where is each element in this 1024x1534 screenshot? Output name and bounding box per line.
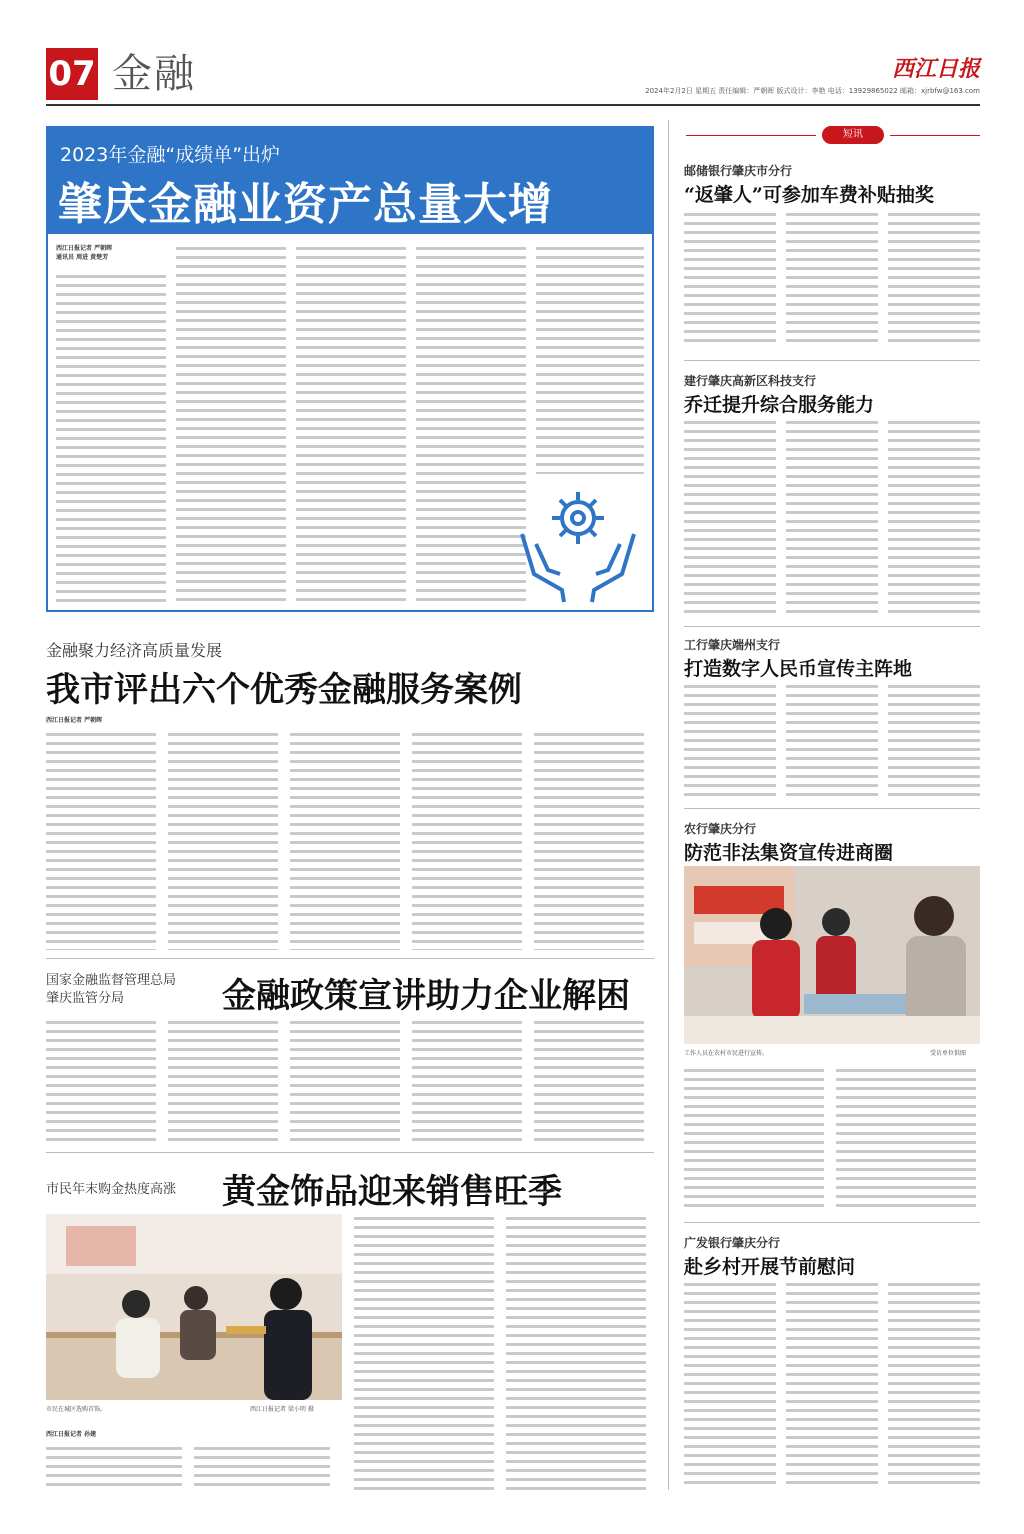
story4-photo-credit: 西江日报记者 梁小明 摄 bbox=[250, 1406, 314, 1413]
brief5-title: 赴乡村开展节前慰问 bbox=[684, 1256, 856, 1278]
lead-byline: 西江日报记者 严朝晖 通讯员 周进 黄楚芳 bbox=[56, 245, 113, 261]
issue-meta: 2024年2月2日 星期五 责任编辑：严朝晖 版式设计：李艳 电话：13929865022 邮箱：xjrbfw@163.com bbox=[645, 87, 980, 95]
section-title: 金融 bbox=[112, 51, 196, 97]
story4-body-left bbox=[46, 1444, 342, 1490]
lead-body-col5 bbox=[536, 244, 644, 474]
story2-byline: 西江日报记者 严朝晖 bbox=[46, 717, 103, 724]
gear-hands-icon bbox=[512, 478, 644, 606]
story3-body bbox=[46, 1018, 654, 1146]
brief1-title: “返肇人”可参加车费补贴抽奖 bbox=[684, 184, 934, 206]
story2-title: 我市评出六个优秀金融服务案例 bbox=[46, 670, 522, 710]
brief1-bank: 邮储银行肇庆市分行 bbox=[684, 164, 793, 178]
story4-body-right bbox=[354, 1214, 654, 1490]
story4-photo-caption: 市民在城区选购首饰。 bbox=[46, 1406, 107, 1413]
brief2-bank: 建行肇庆高新区科技支行 bbox=[684, 374, 817, 388]
lead-body-col4 bbox=[416, 244, 526, 602]
brief4-title: 防范非法集资宣传进商圈 bbox=[684, 842, 894, 864]
lead-title: 肇庆金融业资产总量大增 bbox=[58, 179, 553, 230]
gold-shop-photo bbox=[46, 1214, 342, 1400]
story4-kicker: 市民年末购金热度高涨 bbox=[46, 1182, 177, 1197]
brief3-bank: 工行肇庆端州支行 bbox=[684, 638, 781, 652]
brief1-body bbox=[684, 210, 980, 348]
page-number: 07 bbox=[46, 48, 98, 100]
brief2-body bbox=[684, 418, 980, 618]
brief5-body bbox=[684, 1280, 980, 1490]
masthead-rule bbox=[46, 104, 980, 106]
anti-fraud-photo bbox=[684, 866, 980, 1044]
brief3-title: 打造数字人民币宣传主阵地 bbox=[684, 658, 913, 680]
brief4-bank: 农行肇庆分行 bbox=[684, 822, 757, 836]
story4-title: 黄金饰品迎来销售旺季 bbox=[222, 1172, 562, 1212]
newspaper-logo: 西江日报 bbox=[891, 56, 980, 82]
divider bbox=[46, 958, 654, 959]
lead-kicker: 2023年金融“成绩单”出炉 bbox=[60, 144, 281, 166]
story4-byline: 西江日报记者 孙建 bbox=[46, 1431, 97, 1438]
news-brief-badge: 短讯 bbox=[822, 126, 884, 144]
divider bbox=[46, 1152, 654, 1153]
divider bbox=[684, 360, 980, 361]
story3-kicker: 国家金融监督管理总局 肇庆监管分局 bbox=[46, 973, 177, 1006]
story2-kicker: 金融聚力经济高质量发展 bbox=[46, 641, 223, 660]
brief2-title: 乔迁提升综合服务能力 bbox=[684, 394, 875, 416]
brief3-body bbox=[684, 682, 980, 800]
brief5-bank: 广发银行肇庆分行 bbox=[684, 1236, 781, 1250]
lead-body-col3 bbox=[296, 244, 406, 602]
badge-rule-left bbox=[686, 135, 816, 136]
divider bbox=[684, 626, 980, 627]
story3-title: 金融政策宣讲助力企业解困 bbox=[222, 976, 630, 1016]
story2-body bbox=[46, 730, 654, 950]
divider bbox=[684, 808, 980, 809]
brief4-photo-caption: 工作人员在农村市民进行宣传。 bbox=[684, 1050, 769, 1057]
divider bbox=[684, 1222, 980, 1223]
column-divider bbox=[668, 120, 669, 1490]
brief4-body bbox=[684, 1066, 980, 1208]
brief4-photo-credit: 受访单位供图 bbox=[930, 1050, 967, 1057]
badge-rule-right bbox=[890, 135, 980, 136]
lead-body-col1 bbox=[56, 272, 166, 602]
lead-body-col2 bbox=[176, 244, 286, 602]
